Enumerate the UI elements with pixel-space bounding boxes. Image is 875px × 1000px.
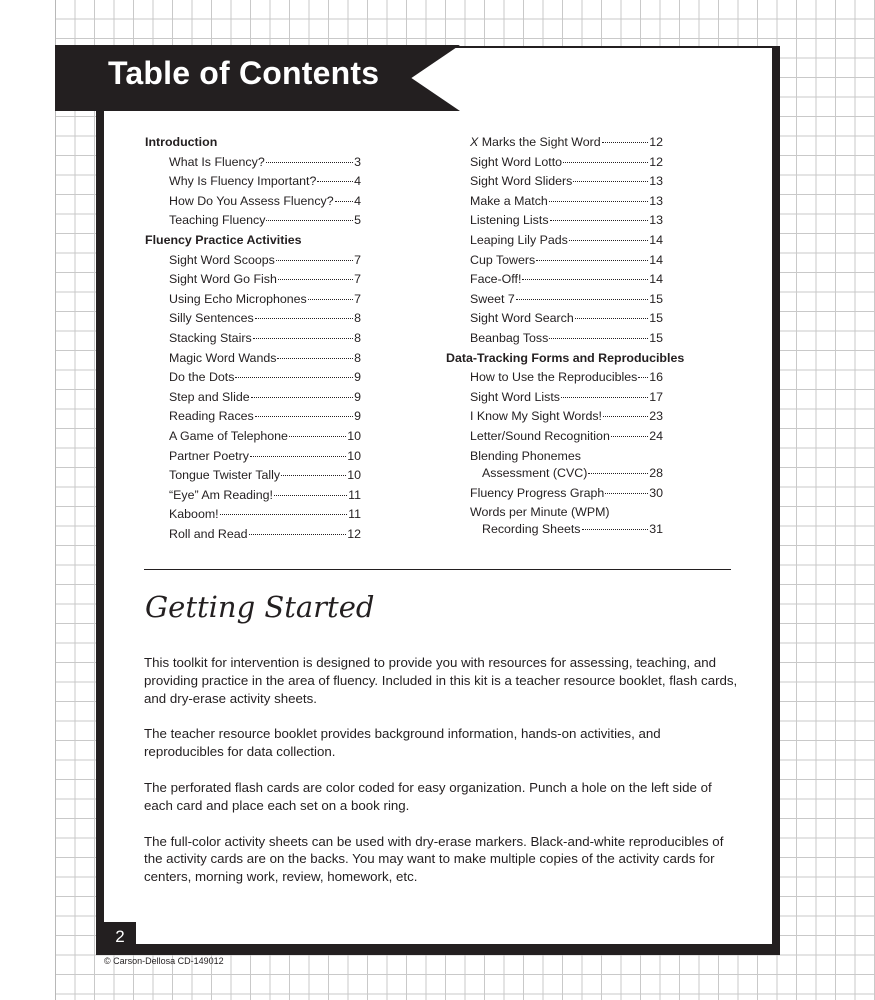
toc-entry-label: Blending Phonemes <box>470 448 581 463</box>
body-paragraph: This toolkit for intervention is designed to provide you with resources for assessing, teaching, and providing practice in the area of fluency. Included in this kit is a teacher resource booklet, flash cards, and dry-erase activity sheets. <box>144 655 738 706</box>
toc-left-column <box>145 133 361 544</box>
toc-entry-page: 3 <box>354 154 361 169</box>
toc-entry-label: Do the Dots <box>169 370 235 385</box>
toc-entry <box>446 290 663 310</box>
toc-entry <box>145 290 361 310</box>
toc-entry-page: 4 <box>354 174 361 189</box>
dot-leader <box>308 299 353 300</box>
dot-leader <box>255 416 353 417</box>
dot-leader <box>611 436 648 437</box>
toc-entry-label: Leaping Lily Pads <box>470 232 568 247</box>
dot-leader <box>220 514 348 515</box>
toc-entry-page: 31 <box>649 522 663 537</box>
toc-heading: Fluency Practice Activities <box>145 232 302 247</box>
toc-entry <box>446 251 663 271</box>
toc-right-column <box>446 133 685 540</box>
toc-entry-label: Cup Towers <box>470 252 536 267</box>
toc-entry-page: 5 <box>354 213 361 228</box>
toc-entry-label: Why Is Fluency Important? <box>169 174 317 189</box>
dot-leader <box>335 201 353 202</box>
dot-leader <box>561 397 648 398</box>
dot-leader <box>266 162 353 163</box>
toc-entry-page: 11 <box>348 487 361 502</box>
toc-entry-label: Tongue Twister Tally <box>169 468 281 483</box>
toc-entry-label: Sight Word Search <box>470 311 574 326</box>
toc-entry-label-continued: Recording Sheets <box>482 522 581 537</box>
toc-entry <box>446 484 663 504</box>
toc-entry-page: 12 <box>649 135 663 149</box>
toc-entry-page: 17 <box>649 389 663 404</box>
toc-entry-label: Sight Word Go Fish <box>169 272 277 287</box>
toc-entry-label: Sight Word Lists <box>470 389 560 404</box>
dot-leader <box>317 181 353 182</box>
page-title: Table of Contents <box>108 55 380 91</box>
dot-leader <box>522 279 648 280</box>
getting-started-title: Getting Started <box>145 590 375 624</box>
toc-entry <box>446 368 663 388</box>
toc-heading: Data-Tracking Forms and Reproducibles <box>446 350 685 365</box>
dot-leader <box>289 436 346 437</box>
toc-entry-label: Silly Sentences <box>169 311 254 326</box>
toc-entry-label: Make a Match <box>470 193 548 208</box>
toc-entry <box>145 329 361 349</box>
toc-entry-label: Words per Minute (WPM) <box>470 505 610 520</box>
section-divider <box>144 569 731 570</box>
toc-entry <box>446 231 663 251</box>
toc-entry-label: X Marks the Sight Word <box>470 135 601 149</box>
toc-entry <box>145 427 361 447</box>
toc-entry-page: 15 <box>649 291 663 306</box>
toc-entry <box>446 192 663 212</box>
dot-leader <box>250 456 346 457</box>
toc-entry <box>145 368 361 388</box>
toc-entry-page: 16 <box>649 370 663 385</box>
dot-leader <box>638 377 648 378</box>
toc-entry-label: Beanbag Toss <box>470 330 549 345</box>
toc-entry <box>446 153 663 173</box>
toc-entry-page: 24 <box>649 428 663 443</box>
toc-entry-label: Letter/Sound Recognition <box>470 428 610 443</box>
toc-entry-page: 7 <box>354 291 361 306</box>
dot-leader <box>516 299 648 300</box>
dot-leader <box>249 534 347 535</box>
toc-entry-page: 14 <box>649 272 663 287</box>
dot-leader <box>605 493 648 494</box>
toc-entry <box>145 505 361 525</box>
toc-entry-page: 7 <box>354 252 361 267</box>
toc-entry-page: 4 <box>354 193 361 208</box>
toc-entry-page: 13 <box>649 174 663 189</box>
dot-leader <box>281 475 346 476</box>
toc-entry <box>446 211 663 231</box>
toc-entry-label: Sweet 7 <box>470 291 515 306</box>
dot-leader <box>266 220 353 221</box>
toc-entry <box>145 192 361 212</box>
dot-leader <box>603 416 648 417</box>
dot-leader <box>274 495 347 496</box>
toc-entry <box>145 407 361 427</box>
toc-entry-page: 23 <box>649 409 663 424</box>
copyright-notice: © Carson-Dellosa CD-149012 <box>104 956 224 966</box>
toc-entry-page: 10 <box>347 448 361 463</box>
toc-entry-label: Face-Off! <box>470 272 522 287</box>
toc-entry-page: 14 <box>649 252 663 267</box>
toc-entry-label: Teaching Fluency <box>169 213 266 228</box>
toc-entry <box>446 427 663 447</box>
toc-entry-label: A Game of Telephone <box>169 428 288 443</box>
dot-leader <box>573 181 648 182</box>
getting-started-body <box>144 654 744 904</box>
body-paragraph: The teacher resource booklet provides background information, hands-on activities, and reproducibles for data collection. <box>144 726 661 760</box>
toc-entry <box>145 251 361 271</box>
dot-leader <box>549 338 648 339</box>
toc-entry-label: Reading Races <box>169 409 254 424</box>
toc-heading: Introduction <box>145 135 218 149</box>
toc-entry-label: Kaboom! <box>169 507 219 522</box>
toc-entry <box>446 270 663 290</box>
toc-entry-page: 10 <box>347 428 361 443</box>
toc-entry-label: Sight Word Sliders <box>470 174 573 189</box>
toc-entry <box>446 133 663 153</box>
toc-entry-page: 13 <box>649 193 663 208</box>
body-paragraph: The perforated flash cards are color coded for easy organization. Punch a hole on the left side of each card and place each set on a book ring. <box>144 779 712 813</box>
toc-entry <box>145 153 361 173</box>
toc-entry <box>446 407 663 427</box>
toc-entry-page: 28 <box>649 465 663 480</box>
body-paragraph: The full-color activity sheets can be used with dry-erase markers. Black-and-white reproducibles of the activity cards are on the backs. You may want to make multiple copies of the activity cards for centers, morning work, review, homework, etc. <box>144 833 724 885</box>
toc-entry <box>145 172 361 192</box>
toc-entry-page: 9 <box>354 370 361 385</box>
toc-entry <box>145 466 361 486</box>
toc-entry <box>145 211 361 231</box>
toc-entry-label: “Eye” Am Reading! <box>169 487 273 502</box>
toc-entry-page: 9 <box>354 389 361 404</box>
dot-leader <box>253 338 353 339</box>
toc-entry <box>145 270 361 290</box>
toc-entry <box>446 309 663 329</box>
toc-entry-label: Step and Slide <box>169 389 250 404</box>
toc-entry-label: How Do You Assess Fluency? <box>169 193 334 208</box>
toc-entry <box>145 447 361 467</box>
toc-entry-label: Sight Word Lotto <box>470 154 563 169</box>
dot-leader <box>563 162 648 163</box>
toc-entry-page: 13 <box>649 213 663 228</box>
page-number: 2 <box>104 922 136 952</box>
toc-entry <box>145 349 361 369</box>
toc-entry <box>145 388 361 408</box>
toc-entry-label: Fluency Progress Graph <box>470 485 605 500</box>
toc-entry-page: 15 <box>649 311 663 326</box>
dot-leader <box>588 473 648 474</box>
toc-entry <box>145 309 361 329</box>
toc-entry-page: 8 <box>354 330 361 345</box>
dot-leader <box>575 318 648 319</box>
toc-entry <box>145 525 361 545</box>
toc-entry-label: Stacking Stairs <box>169 330 252 345</box>
toc-entry <box>446 503 663 540</box>
dot-leader <box>550 220 649 221</box>
toc-entry-label: Roll and Read <box>169 526 248 541</box>
toc-entry-page: 8 <box>354 311 361 326</box>
toc-entry-page: 7 <box>354 272 361 287</box>
toc-entry-label: I Know My Sight Words! <box>470 409 602 424</box>
toc-entry-page: 8 <box>354 350 361 365</box>
dot-leader <box>536 260 648 261</box>
dot-leader <box>235 377 353 378</box>
toc-entry-page: 11 <box>348 507 361 522</box>
toc-entry-label-continued: Assessment (CVC) <box>482 465 588 480</box>
toc-entry-label: What Is Fluency? <box>169 154 265 169</box>
toc-entry-page: 9 <box>354 409 361 424</box>
toc-entry-label: Listening Lists <box>470 213 549 228</box>
dot-leader <box>582 529 649 530</box>
toc-entry-page: 30 <box>649 485 663 500</box>
toc-entry <box>446 388 663 408</box>
toc-entry <box>446 329 663 349</box>
toc-entry-page: 15 <box>649 330 663 345</box>
toc-entry <box>446 172 663 192</box>
toc-entry <box>446 447 663 484</box>
dot-leader <box>276 260 353 261</box>
toc-entry-label: Partner Poetry <box>169 448 249 463</box>
dot-leader <box>602 142 649 143</box>
toc-entry-label: Using Echo Microphones <box>169 291 307 306</box>
toc-entry-page: 12 <box>649 154 663 169</box>
dot-leader <box>569 240 648 241</box>
toc-entry-label: How to Use the Reproducibles <box>470 370 638 385</box>
toc-entry-label: Sight Word Scoops <box>169 252 275 267</box>
toc-entry-page: 12 <box>347 526 361 541</box>
toc-entry-page: 10 <box>347 468 361 483</box>
dot-leader <box>549 201 648 202</box>
dot-leader <box>278 279 353 280</box>
dot-leader <box>251 397 353 398</box>
toc-entry-page: 14 <box>649 232 663 247</box>
toc-entry <box>145 486 361 506</box>
dot-leader <box>255 318 353 319</box>
toc-entry-label: Magic Word Wands <box>169 350 277 365</box>
dot-leader <box>277 358 353 359</box>
